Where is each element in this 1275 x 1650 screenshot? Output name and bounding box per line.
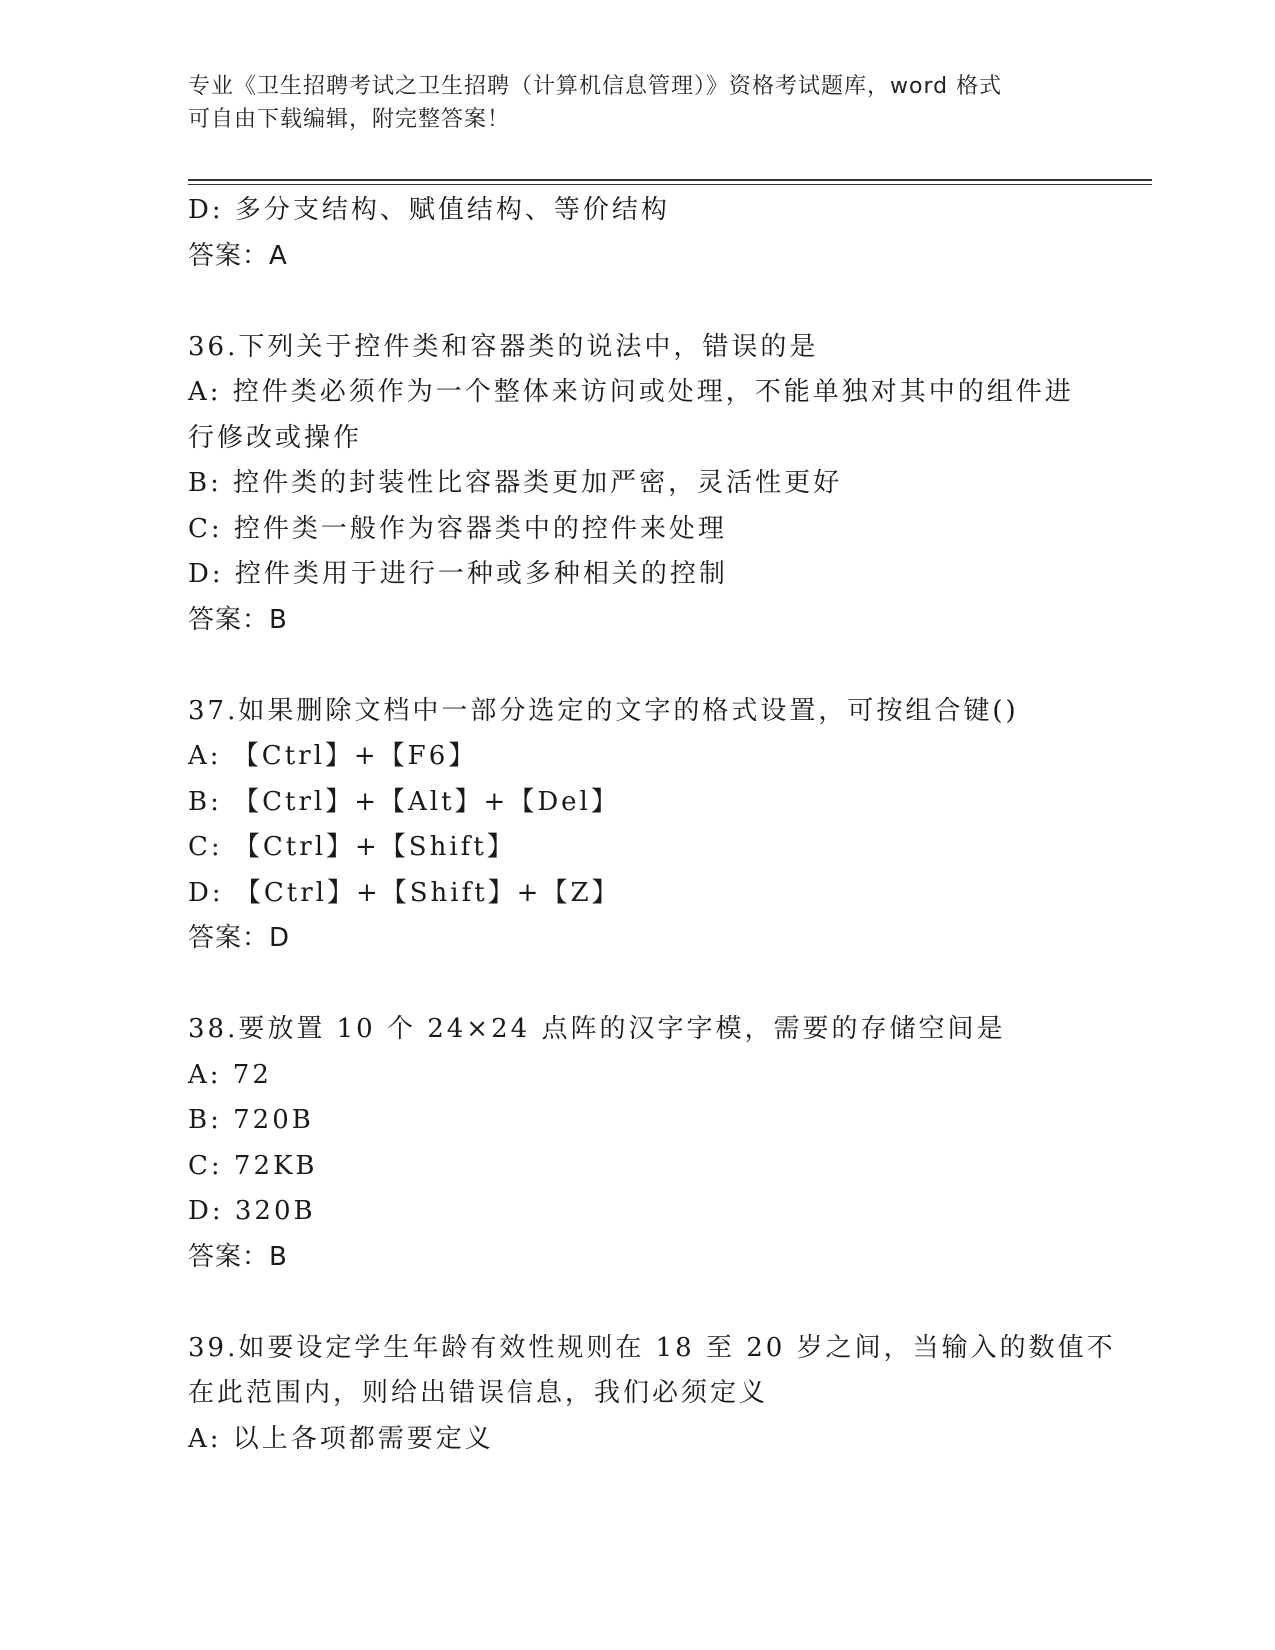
- option-a: A: 72: [188, 1059, 272, 1090]
- option-c: C: 72KB: [188, 1150, 318, 1181]
- option-d: D: 控件类用于进行一种或多种相关的控制: [188, 559, 728, 589]
- question-block-prev: [188, 188, 1088, 279]
- option-a: A: 【Ctrl】+【F6】: [188, 741, 478, 771]
- option-c: C: 控件类一般作为容器类中的控件来处理: [188, 513, 727, 544]
- question-text: 38.要放置 10 个 24×24 点阵的汉字字模，需要的存储空间是: [188, 1014, 1006, 1044]
- answer-line: 答案：B: [188, 1241, 288, 1272]
- answer-line: 答案：B: [188, 604, 288, 635]
- header-divider-thin: [188, 184, 1152, 185]
- option-a: A: 控件类必须作为一个整体来访问或处理，不能单独对其中的组件进: [188, 377, 1074, 407]
- question-list: [188, 188, 1116, 1462]
- question-text: 39.如要设定学生年龄有效性规则在 18 至 20 岁之间，当输入的数值不: [188, 1332, 1116, 1363]
- spacer: [188, 643, 1088, 689]
- answer-line: 答案：D: [188, 923, 291, 953]
- option-b: B: 720B: [188, 1105, 314, 1135]
- question-text: 37.如果删除文档中一部分选定的文字的格式设置，可按组合键(): [188, 695, 1019, 726]
- option-a: A: 以上各项都需要定义: [188, 1423, 494, 1454]
- option-d: D: 【Ctrl】+【Shift】+【Z】: [188, 877, 621, 908]
- option-b: B: 控件类的封装性比容器类更加严密，灵活性更好: [188, 468, 843, 498]
- question-block-37: [188, 689, 1088, 962]
- header-line-2: 可自由下载编辑，附完整答案！: [188, 107, 511, 132]
- spacer: [188, 279, 1088, 325]
- question-block-36: [188, 325, 1088, 644]
- question-text: 36.下列关于控件类和容器类的说法中，错误的是: [188, 331, 819, 362]
- document-header: [188, 70, 1068, 136]
- header-divider-thick: [188, 179, 1152, 181]
- option-c: C: 【Ctrl】+【Shift】: [188, 832, 516, 862]
- answer-line: 答案：A: [188, 240, 288, 271]
- option-b: B: 【Ctrl】+【Alt】+【Del】: [188, 786, 620, 817]
- header-line-1: 专业《卫生招聘考试之卫生招聘（计算机信息管理）》资格考试题库，word 格式: [188, 74, 1003, 99]
- spacer: [188, 1280, 1088, 1326]
- question-text-continued: 在此范围内，则给出错误信息，我们必须定义: [188, 1378, 769, 1408]
- option-a-continued: 行修改或操作: [188, 422, 363, 453]
- spacer: [188, 962, 1088, 1008]
- option-d: D: 多分支结构、赋值结构、等价结构: [188, 195, 670, 225]
- question-block-38: [188, 1007, 1088, 1280]
- option-d: D: 320B: [188, 1196, 316, 1226]
- question-block-39: [188, 1326, 1116, 1463]
